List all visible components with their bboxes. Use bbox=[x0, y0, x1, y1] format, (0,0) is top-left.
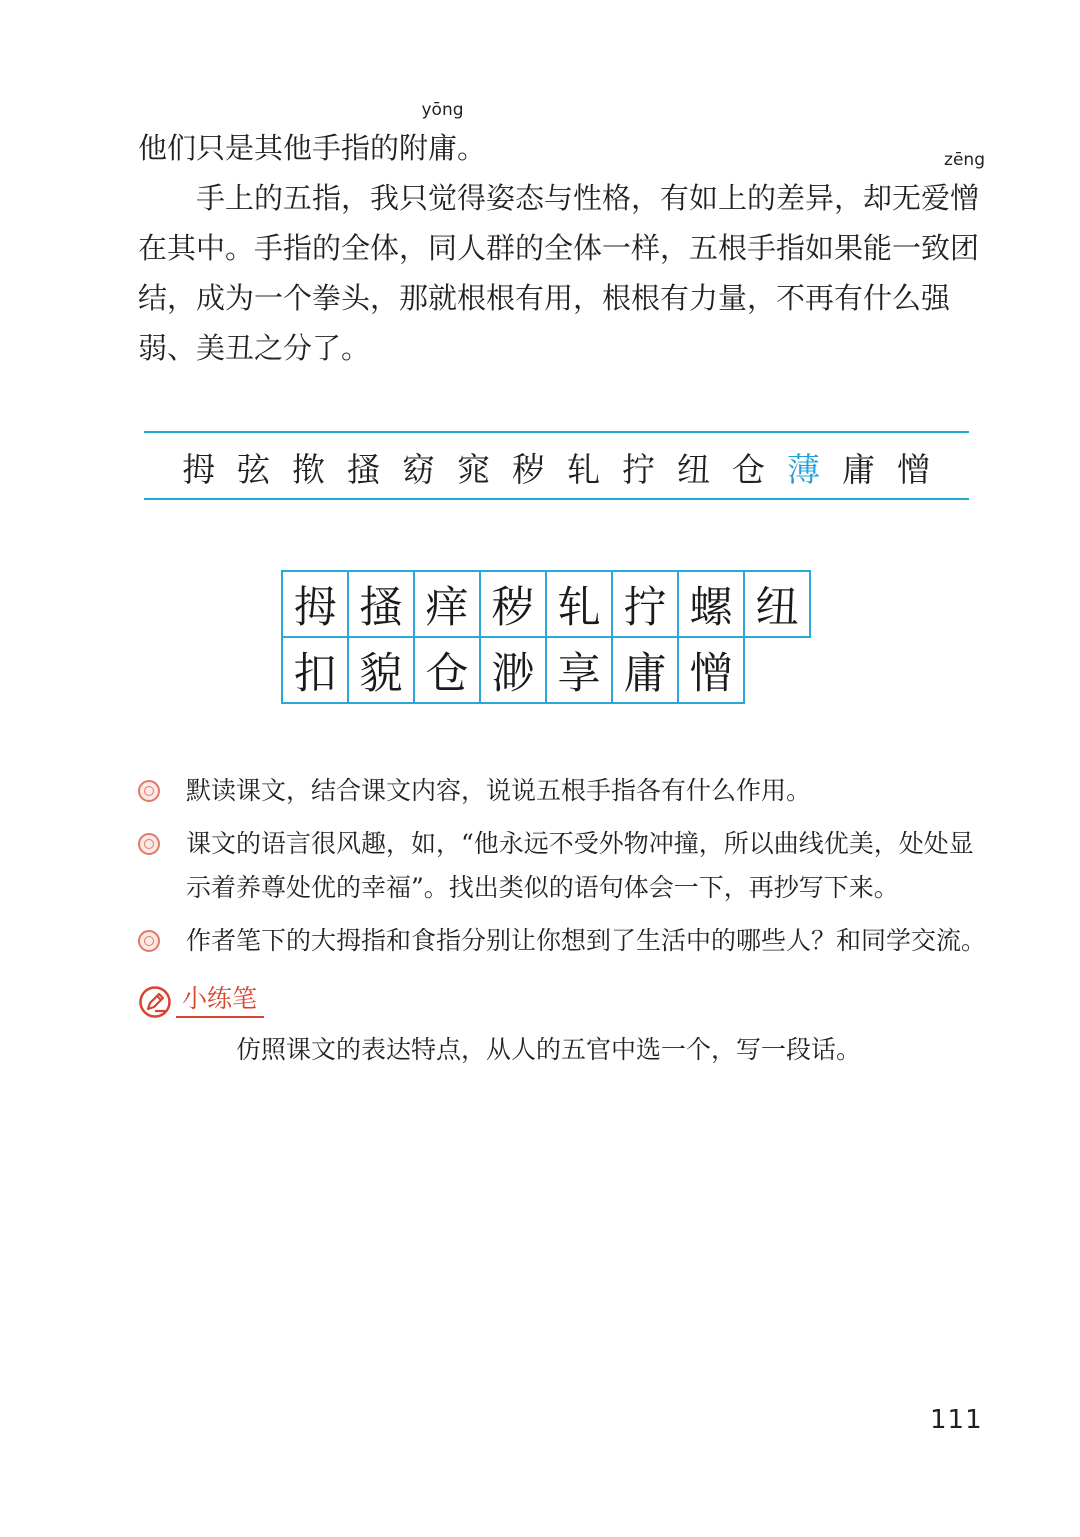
paragraph-line-3: 在其中。手指的全体，同人群的全体一样，五根手指如果能一致团 bbox=[138, 231, 980, 265]
line1-text: 他们只是其他手指的附 bbox=[138, 131, 429, 165]
recognize-char: 纽 bbox=[677, 449, 710, 489]
write-row1-cell: 拇 bbox=[281, 570, 349, 638]
top-rule bbox=[144, 431, 969, 433]
write-row1-cell: 轧 bbox=[545, 570, 613, 638]
recognize-char: 憎 bbox=[897, 449, 930, 489]
question-1-line-1: 默读课文，结合课文内容，说说五根手指各有什么作用。 bbox=[186, 776, 812, 805]
recognize-char: 窈 bbox=[402, 449, 435, 489]
recognize-char: 秽 bbox=[512, 449, 545, 489]
recognize-char-row bbox=[148, 440, 964, 494]
write-row2-cell: 憎 bbox=[677, 636, 745, 704]
write-row2-cell: 仓 bbox=[413, 636, 481, 704]
recognize-char: 庸 bbox=[842, 449, 875, 489]
recognize-char: 窕 bbox=[457, 449, 490, 489]
write-row1-cell: 搔 bbox=[347, 570, 415, 638]
question-2-line-2: 示着养尊处优的幸福”。找出类似的语句体会一下，再抄写下来。 bbox=[186, 873, 899, 902]
write-row2-cell: 享 bbox=[545, 636, 613, 704]
write-row1-cell: 纽 bbox=[743, 570, 811, 638]
write-row2-cell: 扣 bbox=[281, 636, 349, 704]
write-row1-cell: 痒 bbox=[413, 570, 481, 638]
paragraph-line-5: 弱、美丑之分了。 bbox=[138, 331, 371, 365]
exercise-underline bbox=[176, 1016, 264, 1018]
line1-end: 。 bbox=[457, 131, 487, 165]
pinyin-yong: yōng bbox=[421, 100, 464, 120]
question-2-icon bbox=[138, 833, 160, 855]
write-row2-cell: 貌 bbox=[347, 636, 415, 704]
line2-text: 手上的五指，我只觉得姿态与性格，有如上的差异，却无爱 bbox=[196, 181, 951, 215]
ruby-zeng bbox=[944, 150, 985, 218]
recognize-char: 揿 bbox=[292, 449, 325, 489]
question-3-text bbox=[186, 919, 987, 963]
question-1-text bbox=[186, 769, 972, 813]
paragraph-line-1 bbox=[138, 100, 972, 168]
recognize-char: 轧 bbox=[567, 449, 600, 489]
exercise-text: 仿照课文的表达特点，从人的五官中选一个，写一段话。 bbox=[236, 1035, 862, 1064]
ruby-char-yong: 庸 bbox=[428, 131, 458, 165]
recognize-char: 弦 bbox=[237, 449, 270, 489]
bottom-rule bbox=[144, 498, 969, 500]
write-row1-cell: 螺 bbox=[677, 570, 745, 638]
question-3-icon bbox=[138, 930, 160, 952]
write-row1-cell: 秽 bbox=[479, 570, 547, 638]
recognize-char: 仓 bbox=[732, 449, 765, 489]
question-2-line-1: 课文的语言很风趣，如，“他永远不受外物冲撞，所以曲线优美，处处显 bbox=[186, 829, 974, 858]
question-2-text bbox=[186, 822, 972, 910]
recognize-char: 拇 bbox=[182, 449, 215, 489]
exercise-title: 小练笔 bbox=[182, 984, 258, 1013]
pinyin-zeng: zēng bbox=[944, 150, 985, 170]
recognize-char: 拧 bbox=[622, 449, 655, 489]
ruby-char-zeng: 憎 bbox=[950, 181, 980, 215]
page-number: 111 bbox=[930, 1405, 983, 1435]
paragraph-line-4: 结，成为一个拳头，那就根根有用，根根有力量，不再有什么强 bbox=[138, 281, 951, 315]
question-3-line-1: 作者笔下的大拇指和食指分别让你想到了生活中的哪些人？和同学交流。 bbox=[186, 926, 987, 955]
question-1-icon bbox=[138, 780, 160, 802]
pencil-circle-icon bbox=[138, 985, 172, 1019]
ruby-yong bbox=[421, 100, 464, 168]
recognize-char-highlight: 薄 bbox=[787, 449, 820, 489]
recognize-char: 搔 bbox=[347, 449, 380, 489]
write-row1-cell: 拧 bbox=[611, 570, 679, 638]
write-row2-cell: 渺 bbox=[479, 636, 547, 704]
write-row2-cell: 庸 bbox=[611, 636, 679, 704]
paragraph-line-2 bbox=[196, 150, 985, 218]
